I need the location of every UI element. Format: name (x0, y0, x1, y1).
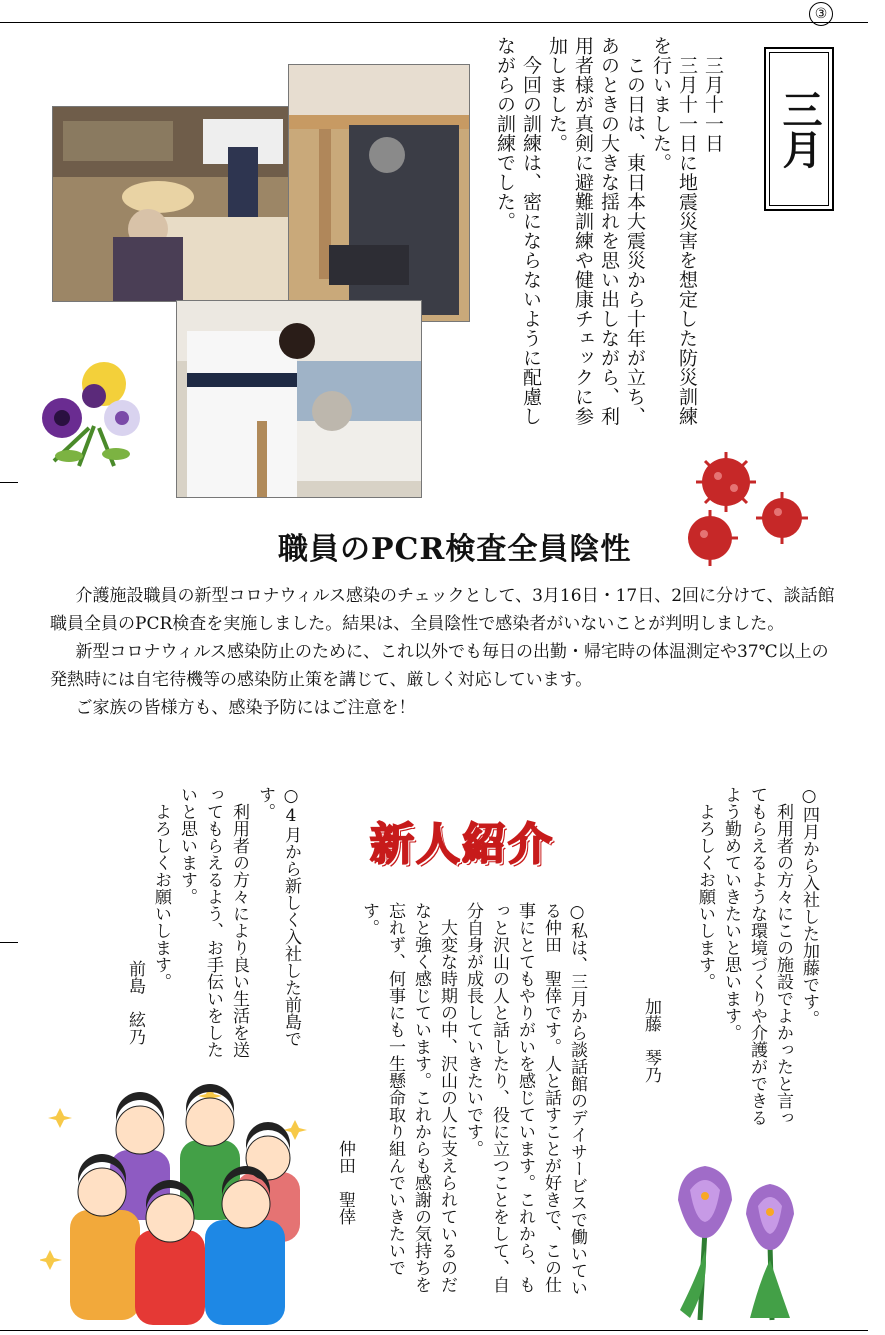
margin-tick (0, 942, 18, 943)
pcr-body (50, 582, 840, 722)
staff-kato-name: 加藤 琴乃 (641, 998, 661, 1083)
evacuation-drill-article: 三月十一日 三月十一日に地震災害を想定した防災訓練を行いました。 この日は、東日本大震災から十年が立ち、あのときの大きな揺れを思い出しながら、利用者様が真剣に避難訓練や健康チェックに参加しました。 今回の訓練は、密にならないように配慮しながらの訓練でした。 (494, 36, 724, 426)
month-box (764, 47, 834, 211)
staff-kato-text: ○四月から入社した加藤です。 利用者の方々にこの施設でよかったと言ってもらえるような環境づくりや介護ができるよう勤めていきたいと思います。 よろしくお願いします。 (695, 786, 819, 1126)
margin-tick (0, 482, 18, 483)
staff-nakata-name: 仲田 聖倖 (335, 1140, 355, 1225)
new-staff-title: 新人紹介 (370, 819, 554, 870)
drill-photo-table (288, 64, 470, 322)
pcr-paragraph-3: ご家族の皆様方も、感染予防にはご注意を！ (75, 698, 416, 718)
crocus-flower-icon (660, 1160, 820, 1325)
pcr-paragraph-2: 新型コロナウィルス感染防止のために、これ以外でも毎日の出勤・帰宅時の体温測定や37℃以上の発熱時には自宅待機等の感染防止策を講じて、厳しく対応しています。 (50, 642, 829, 690)
cheering-people-illustration (40, 1080, 325, 1325)
bottom-rule (0, 1330, 868, 1331)
staff-nakata-text: ○私は、三月から談話館のデイサービスで働いている仲田 聖倖です。人と話すことが好きで、この仕事にとてもやりがいを感じています。これから、もっと沢山の人と話したり、役に立つことをして、自分自身が成長していきたいです。 大変な時期の中、沢山の人に支えられているのだなと強く感じています。これからも感謝の気持ちを忘れず、何事にも一生懸命取り組んでいきたいです。 (359, 902, 587, 1296)
health-check-photo (176, 300, 422, 498)
top-rule (0, 22, 868, 23)
page-number: ③ (809, 2, 833, 26)
staff-maejima-text: ○4月から新しく入社した前島です。 利用者の方々により良い生活を送ってもらえるよう、お手伝いをしたいと思います。 よろしくお願いします。 (151, 786, 301, 1058)
staff-maejima-name: 前島 絃乃 (125, 960, 145, 1045)
virus-icon (688, 448, 808, 568)
pansy-flower-icon (34, 356, 154, 476)
pcr-paragraph-1: 介護施設職員の新型コロナウィルス感染のチェックとして、3月16日・17日、2回に分けて、談話館職員全員のPCR検査を実施しました。結果は、全員陰性で感染者がいないことが判明しました。 (50, 586, 835, 634)
month-label: 三月 (776, 89, 822, 169)
pcr-title: 職員のPCR検査全員陰性 (278, 532, 632, 567)
drill-photo-cushion (52, 106, 294, 302)
